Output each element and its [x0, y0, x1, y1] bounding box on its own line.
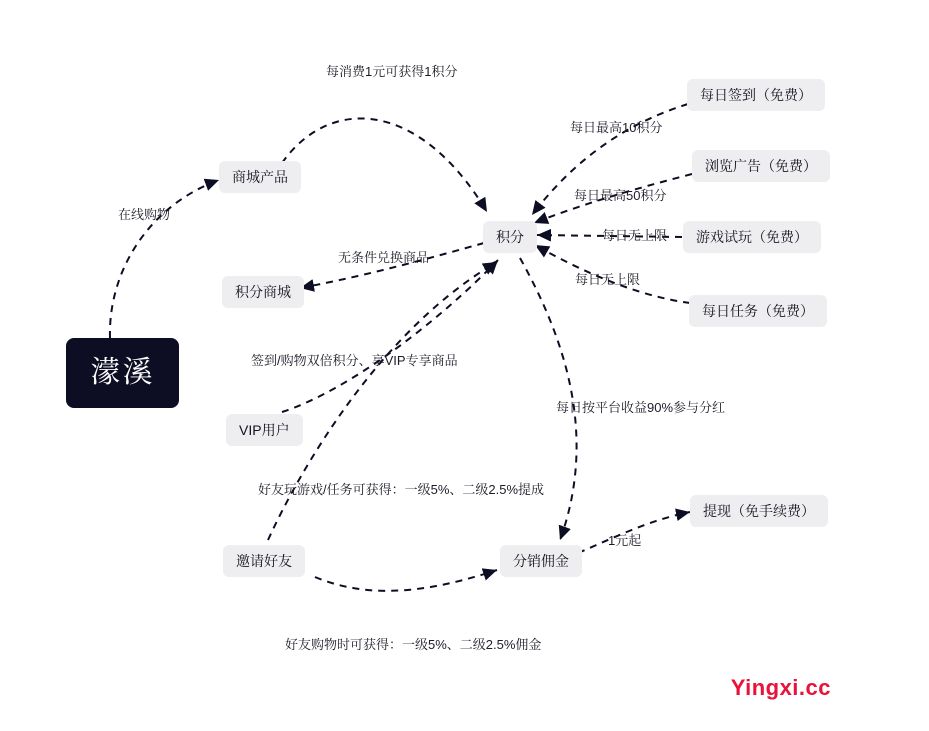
node-game-trial[interactable]	[683, 221, 821, 253]
edge-label-spend-one-yuan: 每消费1元可获得1积分	[326, 64, 458, 79]
node-game-trial-label: 游戏试玩（免费）	[696, 229, 808, 245]
edge-label-no-limit-2: 每日无上限	[575, 272, 641, 287]
node-mall-product-label: 商城产品	[232, 169, 288, 185]
edge-label-dividend: 每日按平台收益90%参与分红	[556, 400, 726, 415]
node-vip-user-label: VIP用户	[239, 422, 290, 438]
node-commission-label: 分销佣金	[513, 553, 569, 569]
edge-label-friend-play: 好友玩游戏/任务可获得：一级5%、二级2.5%提成	[258, 482, 545, 497]
node-browse-ads[interactable]	[692, 150, 830, 182]
node-root-label: 濛溪	[90, 356, 155, 389]
edge-label-max-50: 每日最高50积分	[574, 188, 667, 203]
node-invite-friend-label: 邀请好友	[236, 553, 292, 569]
node-commission[interactable]	[500, 545, 582, 577]
edge-label-shop-online: 在线购物	[118, 207, 171, 222]
watermark: Yingxi.cc	[730, 675, 831, 700]
node-invite-friend[interactable]	[223, 545, 305, 577]
edge-label-friend-buy: 好友购物时可获得：一级5%、二级2.5%佣金	[285, 637, 542, 652]
node-points[interactable]	[483, 221, 537, 253]
node-points-label: 积分	[496, 229, 524, 245]
node-daily-signin-label: 每日签到（免费）	[700, 87, 812, 103]
node-browse-ads-label: 浏览广告（免费）	[705, 158, 817, 174]
edge-label-unconditional-exchange: 无条件兑换商品	[338, 250, 430, 265]
edge-label-no-limit-1: 每日无上限	[602, 228, 668, 243]
node-mall-product[interactable]	[219, 161, 301, 193]
node-daily-task[interactable]	[689, 295, 827, 327]
node-daily-task-label: 每日任务（免费）	[702, 303, 814, 319]
node-root[interactable]	[66, 338, 179, 408]
edge-label-max-10: 每日最高10积分	[570, 120, 663, 135]
edge-label-from-one-yuan: 1元起	[608, 533, 642, 548]
node-points-mall[interactable]	[222, 276, 304, 308]
node-vip-user[interactable]	[226, 414, 303, 446]
node-points-mall-label: 积分商城	[235, 284, 291, 300]
node-withdraw[interactable]	[690, 495, 828, 527]
node-withdraw-label: 提现（免手续费）	[703, 503, 815, 519]
node-daily-signin[interactable]	[687, 79, 825, 111]
edge-label-vip-benefit: 签到/购物双倍积分、享VIP专享商品	[251, 353, 458, 368]
